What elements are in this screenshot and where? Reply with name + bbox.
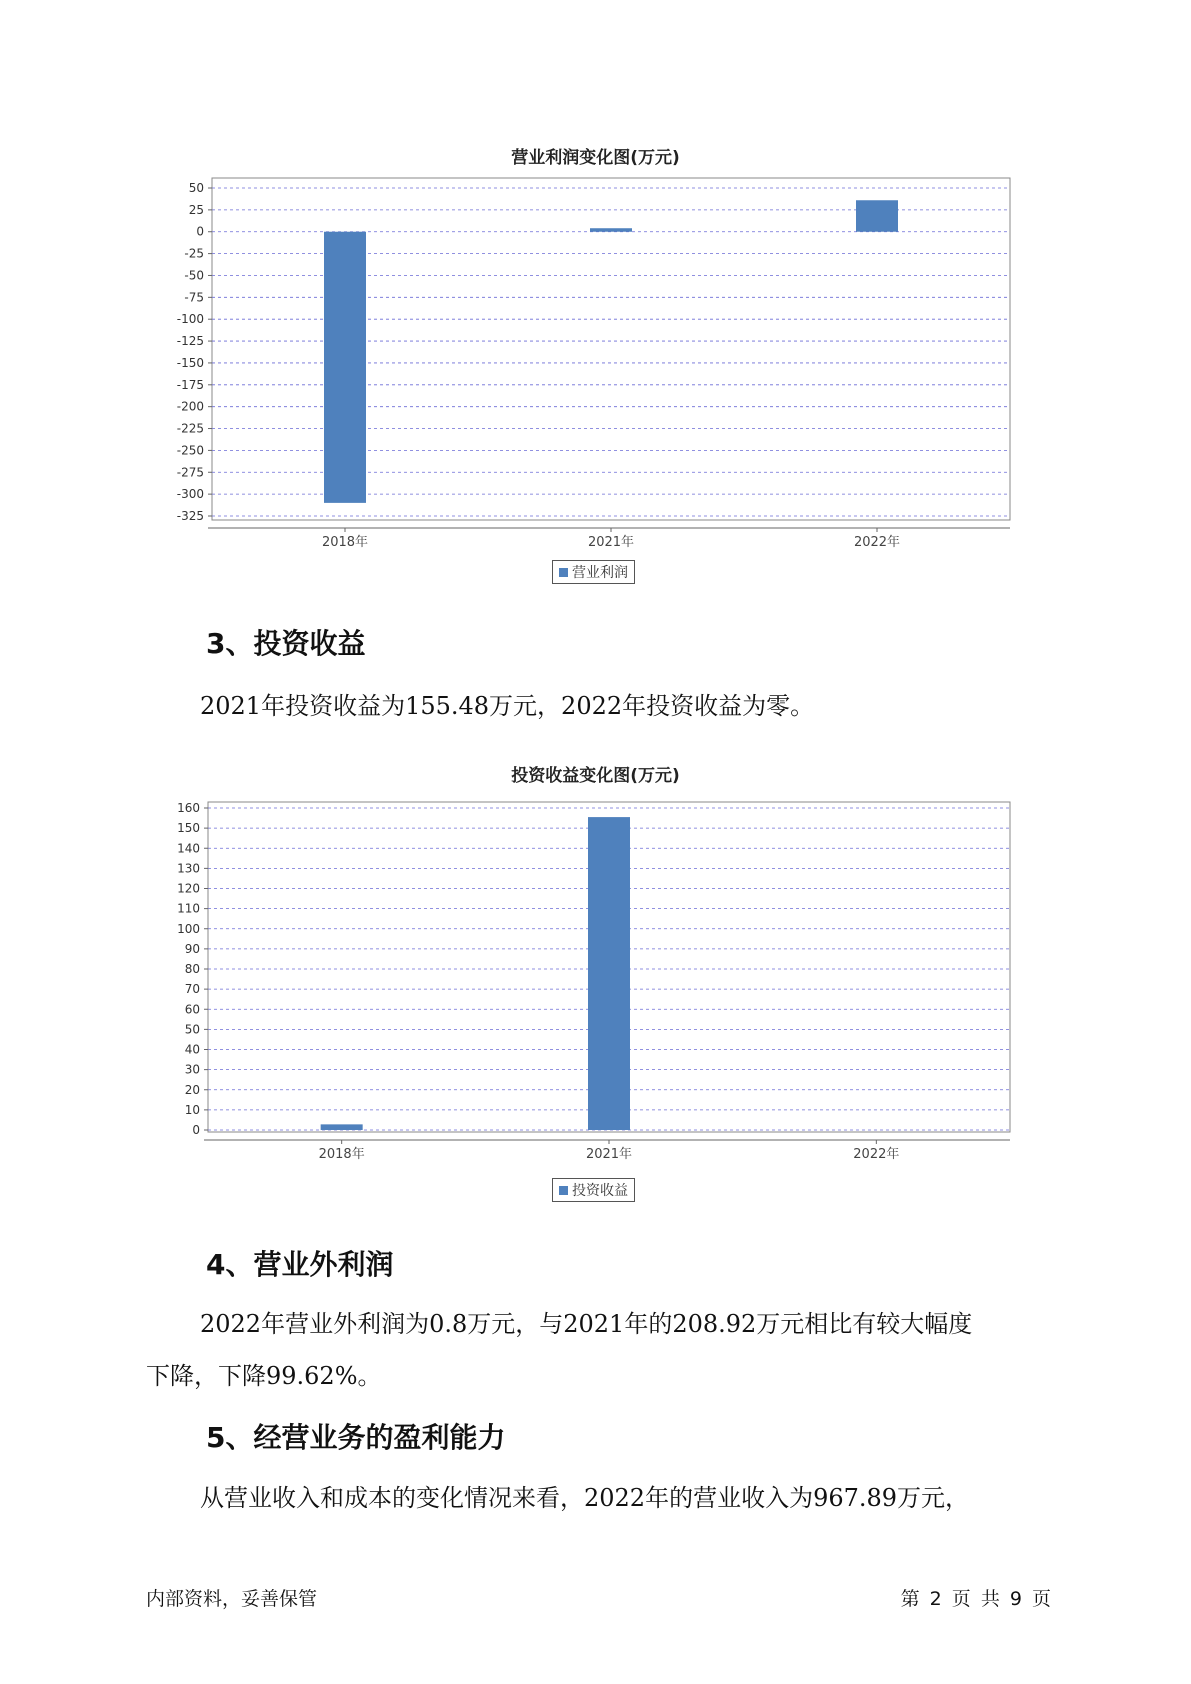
y-tick-label: -325 (176, 509, 204, 523)
chart1-title: 营业利润变化图(万元) (511, 148, 680, 168)
section4-paragraph-line1: 2022年营业外利润为0.8万元，与2021年的208.92万元相比有较大幅度 (200, 1310, 973, 1338)
section5-paragraph: 从营业收入和成本的变化情况来看，2022年的营业收入为967.89万元， (200, 1484, 970, 1512)
investment-income-chart (0, 790, 1191, 1170)
y-tick-label: -150 (176, 355, 204, 370)
y-tick-label: -125 (176, 334, 204, 349)
y-tick-label: 40 (184, 1042, 200, 1057)
y-tick-label: 0 (192, 1123, 200, 1137)
footer-confidential-note: 内部资料，妥善保管 (146, 1588, 318, 1610)
x-tick-label: 2021年 (587, 535, 635, 550)
x-tick-label: 2018年 (321, 535, 369, 550)
y-tick-label: -50 (184, 268, 204, 283)
section3-paragraph: 2021年投资收益为155.48万元，2022年投资收益为零。 (200, 692, 815, 720)
x-tick-label: 2018年 (318, 1147, 365, 1162)
y-tick-label: 0 (196, 224, 204, 239)
y-tick-label: 70 (184, 982, 200, 997)
y-tick-label: 140 (177, 841, 200, 856)
y-tick-label: 60 (184, 1002, 200, 1017)
x-tick-label: 2021年 (585, 1147, 633, 1162)
y-tick-label: 10 (184, 1102, 200, 1117)
y-tick-label: 20 (184, 1082, 200, 1097)
y-tick-label: -250 (176, 443, 204, 458)
y-tick-label: 160 (177, 801, 200, 815)
x-tick-label: 2022年 (853, 535, 901, 550)
chart2-title: 投资收益变化图(万元) (511, 766, 680, 786)
section4-heading: 4、营业外利润 (206, 1248, 394, 1281)
y-tick-label: 100 (177, 921, 200, 936)
y-tick-label: -25 (184, 246, 204, 261)
y-tick-label: -75 (184, 290, 204, 305)
chart2-legend-label: 投资收益 (572, 1183, 628, 1199)
y-tick-label: 50 (184, 1022, 200, 1037)
section4-paragraph-line2: 下降，下降99.62%。 (146, 1362, 382, 1390)
operating-profit-chart (0, 160, 1191, 550)
chart2-legend (552, 1178, 635, 1202)
y-tick-label: 120 (177, 881, 200, 896)
section5-heading: 5、经营业务的盈利能力 (206, 1421, 506, 1454)
x-tick-label: 2022年 (853, 1147, 900, 1162)
y-tick-label: 150 (177, 821, 200, 836)
y-tick-label: -225 (176, 421, 204, 436)
y-tick-label: 90 (184, 941, 200, 956)
bar (856, 200, 898, 231)
y-tick-label: -300 (176, 487, 204, 502)
bar (588, 817, 630, 1130)
y-tick-label: 30 (184, 1062, 200, 1077)
bar (590, 228, 632, 231)
y-tick-label: 110 (177, 901, 200, 916)
y-tick-label: -175 (176, 377, 204, 392)
y-tick-label: -200 (176, 399, 204, 414)
bar (321, 1124, 363, 1130)
footer-page-number: 第 2 页 共 9 页 (900, 1588, 1051, 1610)
legend-swatch (559, 1186, 568, 1195)
y-tick-label: -100 (176, 312, 204, 327)
bar (324, 232, 366, 503)
y-tick-label: 25 (188, 202, 204, 217)
y-tick-label: 80 (184, 962, 200, 976)
chart1-legend-label: 营业利润 (572, 565, 628, 581)
chart1-legend (552, 560, 635, 584)
y-tick-label: 130 (177, 861, 200, 876)
y-tick-label: -275 (176, 465, 204, 480)
legend-swatch (559, 568, 568, 577)
section3-heading: 3、投资收益 (206, 627, 366, 660)
y-tick-label: 50 (188, 181, 204, 195)
